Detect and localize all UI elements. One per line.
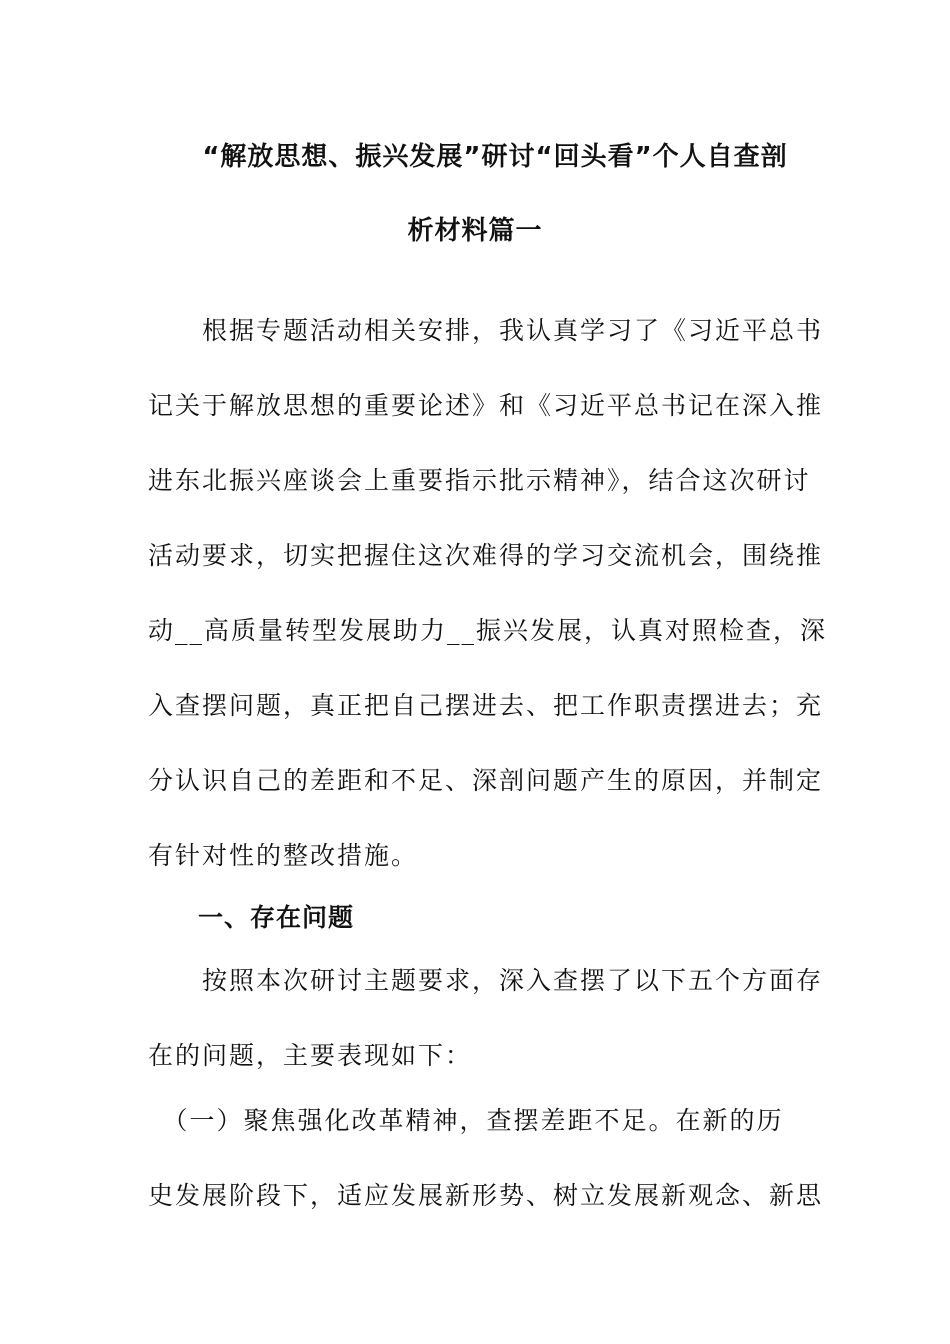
document-title-line-2: 析材料篇一 bbox=[407, 216, 543, 246]
document-title-line-1: “解放思想、振兴发展”研讨“回头看”个人自查剖 bbox=[202, 142, 788, 172]
section-paragraph-line: 在的问题，主要表现如下： bbox=[148, 1041, 473, 1070]
intro-paragraph-line: 进东北振兴座谈会上重要指示批示精神》，结合这次研讨 bbox=[148, 466, 811, 495]
section-paragraph-line: （一）聚焦强化改革精神，查摆差距不足。在新的历 bbox=[148, 1106, 784, 1135]
intro-paragraph-line: 根据专题活动相关安排，我认真学习了《习近平总书 bbox=[148, 316, 824, 345]
intro-paragraph-line: 动__高质量转型发展助力__振兴发展，认真对照检查，深 bbox=[148, 616, 828, 645]
intro-paragraph-line: 记关于解放思想的重要论述》和《习近平总书记在深入推 bbox=[148, 391, 824, 420]
intro-paragraph-line: 有针对性的整改措施。 bbox=[148, 841, 419, 870]
intro-paragraph-line: 分认识自己的差距和不足、深剖问题产生的原因，并制定 bbox=[148, 766, 824, 795]
section-heading: 一、存在问题 bbox=[198, 903, 355, 932]
intro-paragraph-line: 活动要求，切实把握住这次难得的学习交流机会，围绕推 bbox=[148, 541, 824, 570]
section-paragraph-line: 按照本次研讨主题要求，深入查摆了以下五个方面存 bbox=[148, 966, 824, 995]
intro-paragraph-line: 入查摆问题，真正把自己摆进去、把工作职责摆进去；充 bbox=[148, 691, 824, 720]
section-paragraph-line: 史发展阶段下，适应发展新形势、树立发展新观念、新思 bbox=[148, 1181, 824, 1210]
